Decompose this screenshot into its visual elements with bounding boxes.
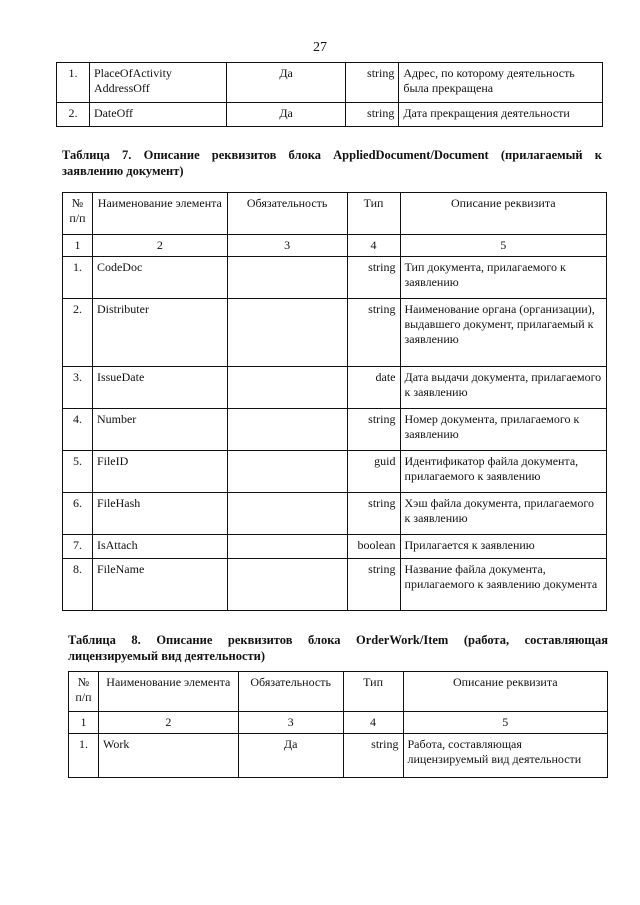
table-row — [63, 535, 607, 559]
page-number: 27 — [313, 40, 327, 55]
table-row — [57, 63, 603, 103]
required-flag — [227, 299, 347, 367]
table-row — [69, 734, 608, 778]
data-type: string — [346, 103, 399, 127]
table-8 — [68, 671, 608, 778]
row-number: 8. — [63, 559, 93, 611]
table-row — [63, 493, 607, 535]
element-name: CodeDoc — [92, 257, 227, 299]
column-number-row — [69, 712, 608, 734]
row-number: 1. — [63, 257, 93, 299]
table-row — [63, 451, 607, 493]
table-row — [63, 257, 607, 299]
table-8-caption — [68, 632, 608, 664]
description: Номер документа, прилагаемого к заявлению — [400, 409, 606, 451]
row-number: 1. — [57, 63, 90, 103]
description: Наименование органа (организации), выдавшего документ, прилагаемый к заявлению — [400, 299, 606, 367]
row-number: 6. — [63, 493, 93, 535]
col-number: 5 — [403, 712, 608, 734]
element-name: Work — [98, 734, 238, 778]
table-7-caption-line1: Таблица 7. Описание реквизитов блока AppliedDocument/Document (прилагаемый к — [62, 148, 602, 162]
required-flag — [227, 367, 347, 409]
description: Адрес, по которому деятельность была прекращена — [399, 63, 603, 103]
row-number: 5. — [63, 451, 93, 493]
data-type: boolean — [347, 535, 400, 559]
required-flag: Да — [238, 734, 343, 778]
description: Название файла документа, прилагаемого к заявлению документа — [400, 559, 606, 611]
data-type: string — [346, 63, 399, 103]
col-number: 2 — [98, 712, 238, 734]
required-flag: Да — [226, 103, 346, 127]
col-number: 1 — [63, 235, 93, 257]
header-required: Обязательность — [227, 193, 347, 235]
col-number: 4 — [347, 235, 400, 257]
element-name: FileID — [92, 451, 227, 493]
description: Дата выдачи документа, прилагаемого к заявлению — [400, 367, 606, 409]
description: Хэш файла документа, прилагаемого к заявлению — [400, 493, 606, 535]
header-description: Описание реквизита — [400, 193, 606, 235]
element-name: Distributer — [92, 299, 227, 367]
header-required: Обязательность — [238, 672, 343, 712]
required-flag — [227, 257, 347, 299]
row-number: 2. — [57, 103, 90, 127]
col-number: 1 — [69, 712, 99, 734]
element-name: FileHash — [92, 493, 227, 535]
element-name: IsAttach — [92, 535, 227, 559]
col-number: 3 — [227, 235, 347, 257]
element-name: PlaceOfActivity AddressOff — [89, 63, 226, 103]
required-flag — [227, 493, 347, 535]
description: Прилагается к заявлению — [400, 535, 606, 559]
table-8-caption-line1: Таблица 8. Описание реквизитов блока OrderWork/Item (работа, составляющая — [68, 633, 608, 647]
header-name: Наименование элемента — [98, 672, 238, 712]
col-number: 5 — [400, 235, 606, 257]
table-row — [57, 103, 603, 127]
required-flag — [227, 409, 347, 451]
row-number: 2. — [63, 299, 93, 367]
required-flag — [227, 559, 347, 611]
header-number: № п/п — [63, 193, 93, 235]
header-description: Описание реквизита — [403, 672, 608, 712]
row-number: 3. — [63, 367, 93, 409]
element-name: Number — [92, 409, 227, 451]
header-type: Тип — [347, 193, 400, 235]
table-7-caption-line2: заявлению документ) — [62, 164, 184, 178]
table-8-caption-line2: лицензируемый вид деятельности) — [68, 649, 266, 663]
col-number: 3 — [238, 712, 343, 734]
col-number: 4 — [343, 712, 403, 734]
table-header-row — [69, 672, 608, 712]
row-number: 1. — [69, 734, 99, 778]
data-type: date — [347, 367, 400, 409]
data-type: guid — [347, 451, 400, 493]
table-7 — [62, 192, 607, 611]
top-table — [56, 62, 603, 127]
header-number: № п/п — [69, 672, 99, 712]
element-name: FileName — [92, 559, 227, 611]
description: Дата прекращения деятельности — [399, 103, 603, 127]
data-type: string — [347, 559, 400, 611]
required-flag: Да — [226, 63, 346, 103]
data-type: string — [347, 409, 400, 451]
description: Идентификатор файла документа, прилагаемого к заявлению — [400, 451, 606, 493]
element-name: IssueDate — [92, 367, 227, 409]
header-name: Наименование элемента — [92, 193, 227, 235]
data-type: string — [347, 493, 400, 535]
element-name: DateOff — [89, 103, 226, 127]
row-number: 4. — [63, 409, 93, 451]
column-number-row — [63, 235, 607, 257]
header-type: Тип — [343, 672, 403, 712]
description: Тип документа, прилагаемого к заявлению — [400, 257, 606, 299]
row-number: 7. — [63, 535, 93, 559]
table-row — [63, 367, 607, 409]
table-7-caption — [62, 147, 602, 179]
data-type: string — [347, 257, 400, 299]
col-number: 2 — [92, 235, 227, 257]
description: Работа, составляющая лицензируемый вид деятельности — [403, 734, 608, 778]
table-row — [63, 299, 607, 367]
data-type: string — [347, 299, 400, 367]
required-flag — [227, 451, 347, 493]
table-header-row — [63, 193, 607, 235]
required-flag — [227, 535, 347, 559]
table-row — [63, 559, 607, 611]
data-type: string — [343, 734, 403, 778]
table-row — [63, 409, 607, 451]
